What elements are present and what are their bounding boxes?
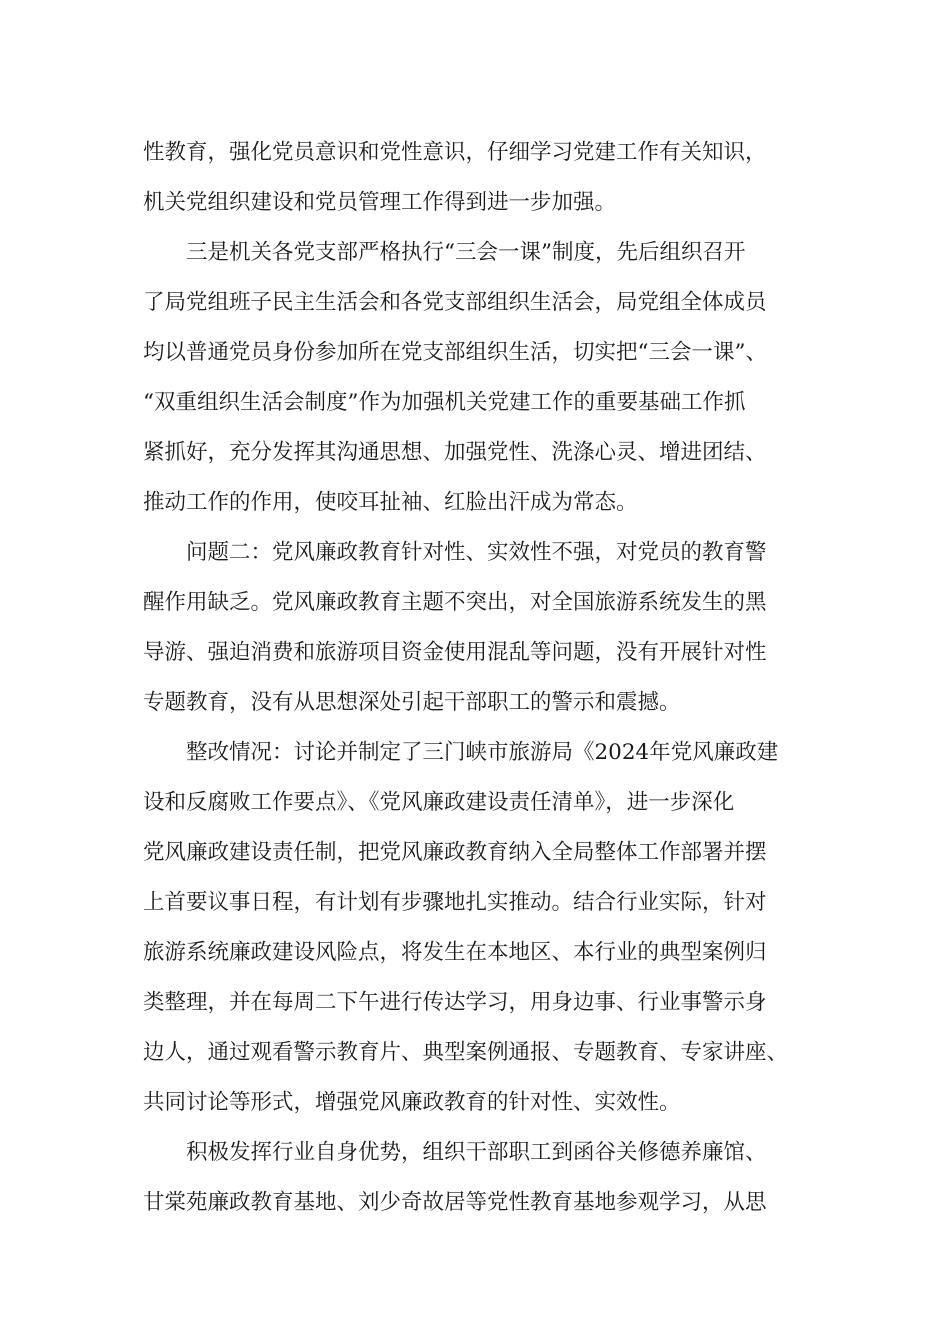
paragraph-line: “双重组织生活会制度”作为加强机关党建工作的重要基础工作抓 <box>143 390 746 415</box>
paragraph-line: 机关党组织建设和党员管理工作得到进一步加强。 <box>143 190 617 215</box>
paragraph-line: 甘棠苑廉政教育基地、刘少奇故居等党性教育基地参观学习，从思 <box>143 1190 767 1215</box>
document-body <box>143 128 808 1228</box>
paragraph-line: 类整理，并在每周二下午进行传达学习，用身边事、行业事警示身 <box>143 990 767 1015</box>
paragraph-line: 紧抓好，充分发挥其沟通思想、加强党性、洗涤心灵、增进团结、 <box>143 440 767 465</box>
paragraph-line: 专题教育，没有从思想深处引起干部职工的警示和震撼。 <box>143 690 681 715</box>
paragraph-line: 党风廉政建设责任制，把党风廉政教育纳入全局整体工作部署并摆 <box>143 840 767 865</box>
paragraph-line: 旅游系统廉政建设风险点，将发生在本地区、本行业的典型案例归 <box>143 940 767 965</box>
paragraph-line: 设和反腐败工作要点》、《党风廉政建设责任清单》，进一步深化 <box>143 790 735 815</box>
paragraph-line: 醒作用缺乏。党风廉政教育主题不突出，对全国旅游系统发生的黑 <box>143 590 767 615</box>
paragraph-line: 性教育，强化党员意识和党性意识，仔细学习党建工作有关知识， <box>143 140 767 165</box>
paragraph-first-line: 积极发挥行业自身优势，组织干部职工到函谷关修德养廉馆、 <box>186 1140 767 1165</box>
paragraph-line: 均以普通党员身份参加所在党支部组织生活，切实把“三会一课”、 <box>143 340 767 365</box>
paragraph-line: 共同讨论等形式，增强党风廉政教育的针对性、实效性。 <box>143 1090 681 1115</box>
paragraph-first-line: 问题二：党风廉政教育针对性、实效性不强，对党员的教育警 <box>186 540 767 565</box>
paragraph-first-line: 三是机关各党支部严格执行“三会一课”制度，先后组织召开 <box>186 240 746 265</box>
paragraph-line: 边人，通过观看警示教育片、典型案例通报、专题教育、专家讲座、 <box>143 1040 789 1065</box>
paragraph-first-line: 整改情况：讨论并制定了三门峡市旅游局《2024年党风廉政建 <box>186 740 779 765</box>
paragraph-line: 了局党组班子民主生活会和各党支部组织生活会，局党组全体成员 <box>143 290 767 315</box>
paragraph-line: 导游、强迫消费和旅游项目资金使用混乱等问题，没有开展针对性 <box>143 640 767 665</box>
paragraph-line: 上首要议事日程，有计划有步骤地扎实推动。结合行业实际，针对 <box>143 890 767 915</box>
paragraph-line: 推动工作的作用，使咬耳扯袖、红脸出汗成为常态。 <box>143 490 638 515</box>
